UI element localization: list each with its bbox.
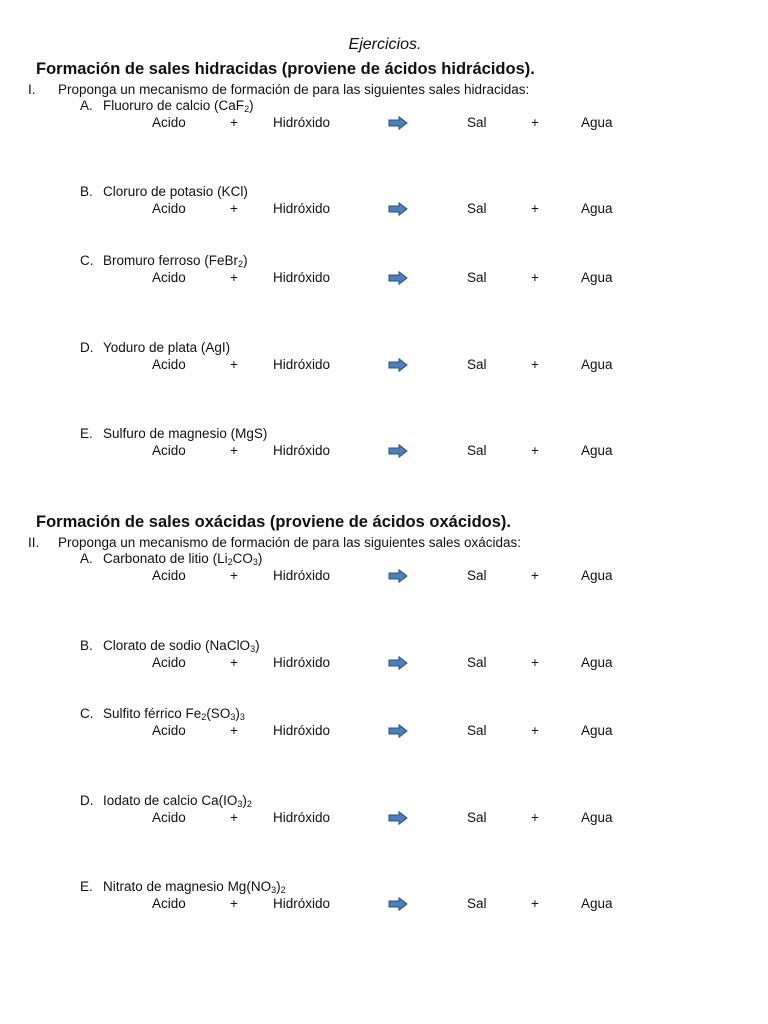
equation-water-label: Agua [581,270,613,285]
equation-water-label: Agua [581,896,613,911]
equation-base-label: Hidróxido [273,357,331,372]
equation-plus-sign: + [230,655,238,670]
name-text: Sulfuro de magnesio (MgS) [103,426,268,441]
equation-water-label: Agua [581,201,613,216]
equation-plus-sign: + [531,655,539,670]
title: Ejercicios. [348,36,422,53]
equation-plus-sign: + [230,270,238,285]
subscript: 3 [239,712,245,722]
name-text: Sulfito férrico Fe [103,706,202,721]
equation-plus-sign: + [230,357,238,372]
equation-salt-label: Sal [467,568,487,583]
section1-item-letter: E. [80,426,93,441]
subscript: 3 [271,885,277,895]
equation-base-label: Hidróxido [273,723,331,738]
equation-plus-sign: + [531,201,539,216]
equation-plus-sign: + [230,115,238,130]
equation-base-label: Hidróxido [273,655,331,670]
equation-plus-sign: + [230,201,238,216]
section1-item-name [103,340,230,355]
name-text: Carbonato de litio (Li [103,551,228,566]
equation-acid-label: Acido [152,655,186,670]
section2-item-letter: C. [80,706,94,721]
name-text: ) [235,706,240,721]
name-text: ) [249,98,254,113]
section2-heading: Formación de sales oxácidas (proviene de ácidos oxácidos). [36,513,512,531]
equation-acid-label: Acido [152,810,186,825]
section1-item-name [103,253,248,268]
name-text: Cloruro de potasio (KCl) [103,184,248,199]
equation-salt-label: Sal [467,443,487,458]
right-arrow-icon [388,116,408,135]
subscript: 3 [237,799,243,809]
right-arrow-icon [388,724,408,743]
equation-plus-sign: + [230,810,238,825]
equation-plus-sign: + [531,568,539,583]
section1-roman-numeral: I. [28,82,36,97]
section1-item-name [103,184,248,199]
equation-base-label: Hidróxido [273,270,331,285]
name-text: CO [232,551,253,566]
equation-salt-label: Sal [467,896,487,911]
section2-item-name [103,638,260,653]
equation-acid-label: Acido [152,443,186,458]
equation-salt-label: Sal [467,201,487,216]
section2-item-letter: B. [80,638,93,653]
subscript: 2 [244,104,250,114]
subscript: 2 [246,799,252,809]
name-text: Iodato de calcio Ca(IO [103,793,238,808]
equation-salt-label: Sal [467,357,487,372]
subscript: 2 [227,557,233,567]
equation-salt-label: Sal [467,115,487,130]
equation-water-label: Agua [581,655,613,670]
subscript: 3 [252,557,258,567]
name-text: ) [243,253,248,268]
subscript: 3 [230,712,236,722]
equation-plus-sign: + [531,723,539,738]
equation-base-label: Hidróxido [273,810,331,825]
equation-acid-label: Acido [152,357,186,372]
equation-plus-sign: + [531,115,539,130]
name-text: ) [255,638,260,653]
equation-base-label: Hidróxido [273,115,331,130]
equation-plus-sign: + [230,723,238,738]
section2-prompt: Proponga un mecanismo de formación de para las siguientes sales oxácidas: [58,535,522,550]
name-text: ) [257,551,263,566]
equation-plus-sign: + [531,270,539,285]
equation-plus-sign: + [531,896,539,911]
equation-base-label: Hidróxido [273,201,331,216]
equation-acid-label: Acido [152,270,186,285]
section1-item-letter: C. [80,253,94,268]
equation-base-label: Hidróxido [273,443,331,458]
name-text: ) [242,793,247,808]
right-arrow-icon [388,444,408,463]
name-text: Nitrato de magnesio Mg(NO [103,879,272,894]
name-text: Fluoruro de calcio (CaF [103,98,245,113]
section1-item-letter: D. [80,340,94,355]
right-arrow-icon [388,656,408,675]
section1-item-letter: B. [80,184,93,199]
equation-acid-label: Acido [152,896,186,911]
equation-plus-sign: + [230,443,238,458]
equation-plus-sign: + [230,896,238,911]
section2-item-name [103,793,252,808]
section1-heading: Formación de sales hidracidas (proviene de ácidos hidrácidos). [36,60,535,78]
subscript: 2 [238,259,244,269]
equation-water-label: Agua [581,357,613,372]
equation-water-label: Agua [581,810,613,825]
right-arrow-icon [388,811,408,830]
equation-base-label: Hidróxido [273,568,331,583]
equation-plus-sign: + [531,443,539,458]
name-text: Yoduro de plata (AgI) [103,340,231,355]
equation-salt-label: Sal [467,655,487,670]
subscript: 3 [250,644,256,654]
right-arrow-icon [388,569,408,588]
name-text: ) [276,879,281,894]
section2-item-letter: D. [80,793,94,808]
section2-item-letter: E. [80,879,93,894]
subscript: 2 [201,712,207,722]
equation-base-label: Hidróxido [273,896,331,911]
equation-acid-label: Acido [152,723,186,738]
equation-plus-sign: + [230,568,238,583]
right-arrow-icon [388,202,408,221]
name-text: Clorato de sodio (NaClO [103,638,251,653]
equation-water-label: Agua [581,568,613,583]
equation-plus-sign: + [531,810,539,825]
equation-salt-label: Sal [467,723,487,738]
equation-plus-sign: + [531,357,539,372]
section2-item-letter: A. [80,551,93,566]
equation-salt-label: Sal [467,810,487,825]
equation-water-label: Agua [581,115,613,130]
right-arrow-icon [388,358,408,377]
name-text: (SO [206,706,231,721]
equation-acid-label: Acido [152,568,186,583]
right-arrow-icon [388,897,408,916]
subscript: 2 [280,885,286,895]
equation-acid-label: Acido [152,201,186,216]
section1-item-name [103,98,254,113]
right-arrow-icon [388,271,408,290]
section2-item-name [103,879,286,894]
equation-water-label: Agua [581,723,613,738]
section1-item-name [103,426,267,441]
section1-prompt: Proponga un mecanismo de formación de para las siguientes sales hidracidas: [58,82,530,97]
section2-roman-numeral: II. [28,535,40,550]
equation-acid-label: Acido [152,115,186,130]
equation-salt-label: Sal [467,270,487,285]
section1-item-letter: A. [80,98,93,113]
equation-water-label: Agua [581,443,613,458]
name-text: Bromuro ferroso (FeBr [103,253,239,268]
section2-item-name [103,706,245,721]
section2-item-name [103,551,262,566]
